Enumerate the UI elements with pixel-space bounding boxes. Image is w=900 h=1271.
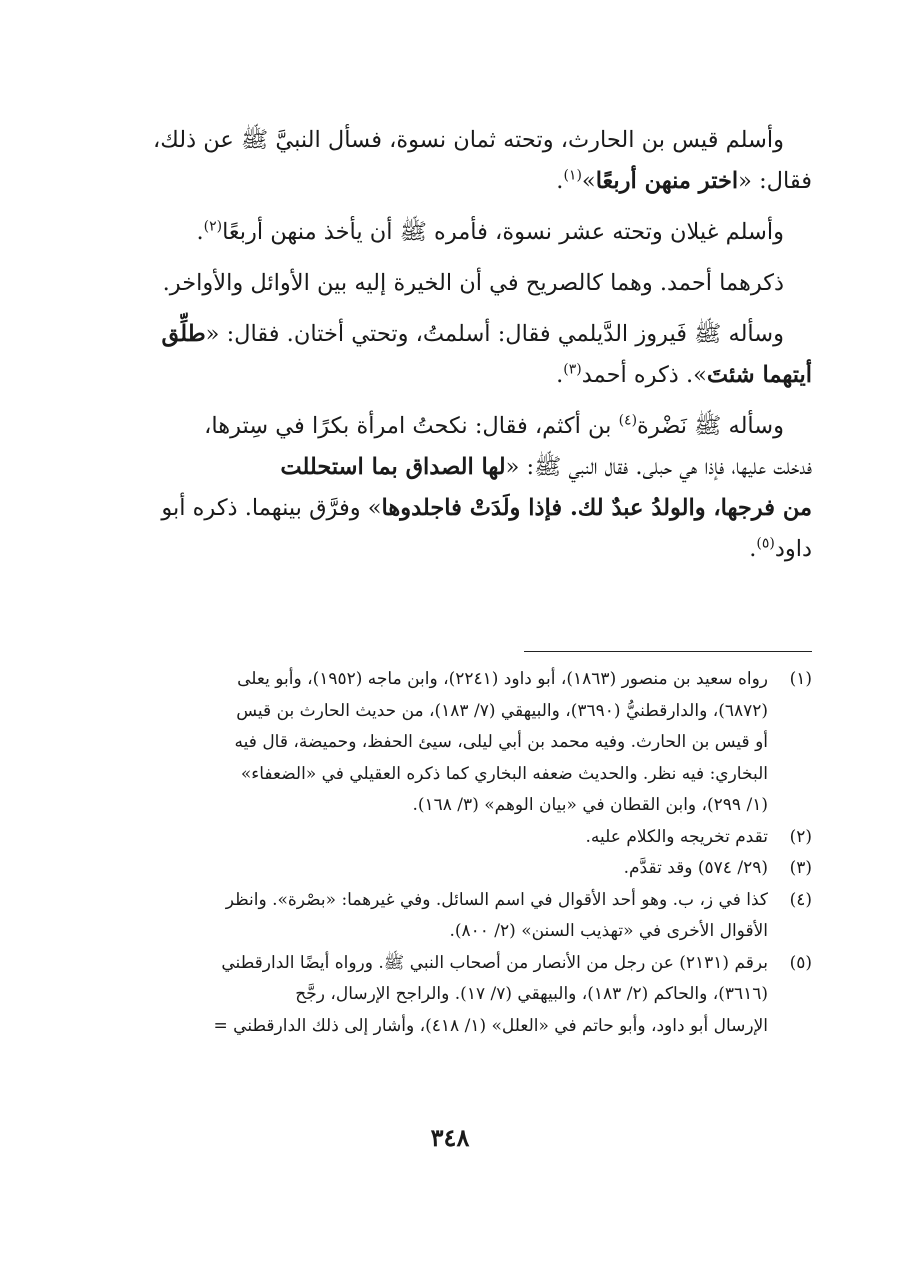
footnote-line: (٢٩/ ٥٧٤) وقد تقدَّم.: [623, 858, 768, 878]
paragraph-5-line-3: [90, 488, 812, 529]
footnote-line: (٣٦١٦)، والحاكم (٢/ ١٨٣)، والبيهقي (٧/ ١٧). والراجح الإرسال، رجَّح: [295, 984, 768, 1004]
footnote-number: (٢): [789, 826, 812, 847]
footnote-4: [90, 885, 812, 948]
paragraph-4: [90, 314, 812, 396]
footnote-5: [90, 948, 812, 1043]
text-run: »: [581, 168, 596, 194]
footnote-3: [90, 853, 812, 885]
hadith-quote: من فرجها، والولدُ عبدٌ لك. فإذا ولَدَتْ فاجلدوها: [381, 495, 812, 521]
footnote-line: رواه سعيد بن منصور (١٨٦٣)، أبو داود (٢٢٤١)، وابن ماجه (١٩٥٢)، وأبو يعلى: [237, 669, 768, 689]
text-run: فقال: «: [738, 168, 812, 194]
paragraph-3-line: [90, 263, 812, 304]
footnote-line: أو قيس بن الحارث. وفيه محمد بن أبي ليلى، سيئ الحفظ، وحميضة، قال فيه: [234, 732, 768, 752]
footnote-ref-4[interactable]: (٤): [618, 412, 638, 429]
text-run: وأسلم غيلان وتحته عشر نسوة، فأمره ﷺ أن يأخذ منهن أربعًا: [222, 219, 784, 245]
footnote-number: (١): [789, 669, 812, 689]
text-run: ». ذكره أحمد: [581, 362, 707, 388]
text-run: وأسلم قيس بن الحارث، وتحته ثمان نسوة، فسأل النبيَّ ﷺ عن ذلك،: [153, 127, 784, 153]
text-run: بن أكثم، فقال: نكحتُ امرأة بكرًا في سِترها،: [204, 413, 619, 439]
paragraph-1: [90, 120, 812, 202]
page-number: ٣٤٨: [430, 1123, 470, 1152]
paragraph-1-line-1: [90, 120, 812, 161]
paragraph-3: [90, 263, 812, 304]
hadith-quote: لها الصداق بما استحللت: [280, 454, 506, 480]
footnote-ref-2[interactable]: (٢): [203, 218, 223, 235]
text-run: فدخلت عليها، فإذا هي حبلى. فقال النبي ﷺ: «: [505, 454, 812, 480]
hadith-quote: طلِّق: [161, 321, 206, 347]
footnote-line: الإرسال أبو داود، وأبو حاتم في «العلل» (١/ ٤١٨)، وأشار إلى ذلك الدارقطني =: [213, 1015, 768, 1036]
paragraph-5-line-4: [90, 529, 812, 570]
footnote-2: [90, 822, 812, 854]
footnote-number: (٥): [789, 952, 812, 973]
paragraph-5-line-2: [90, 447, 812, 488]
text-run: وسأله ﷺ فَيروز الدَّيلمي فقال: أسلمتُ، وتحتي أختان. فقال: «: [205, 321, 784, 347]
text-run: .: [556, 362, 564, 388]
main-text: [90, 120, 812, 580]
footnote-line: برقم (٢١٣١) عن رجل من الأنصار من أصحاب النبي ﷺ. ورواه أيضًا الدارقطني: [221, 952, 768, 973]
footnote-line: (٦٨٧٢)، والدارقطنيُّ (٣٦٩٠)، والبيهقي (٧/ ١٨٣)، من حديث الحارث بن قيس: [236, 700, 768, 721]
footnote-line: تقدم تخريجه والكلام عليه.: [585, 826, 768, 847]
hadith-quote: أيتهما شئتَ: [706, 362, 812, 388]
text-run: .: [196, 219, 204, 245]
text-run: ذكرهما أحمد. وهما كالصريح في أن الخيرة إليه بين الأوائل والأواخر.: [162, 270, 784, 296]
footnote-separator: [524, 651, 812, 652]
footnote-line: كذا في ز، ب. وهو أحد الأقوال في اسم السائل. وفي غيرهما: «بصْرة». وانظر: [225, 889, 768, 910]
footnotes: [90, 664, 812, 1042]
footnote-ref-1[interactable]: (١): [563, 167, 582, 184]
paragraph-4-line-2: [90, 355, 812, 396]
paragraph-5-line-1: [90, 406, 812, 447]
footnote-number: (٣): [789, 858, 812, 878]
paragraph-1-line-2: [90, 161, 812, 202]
footnote-line: البخاري: فيه نظر. والحديث ضعفه البخاري كما ذكره العقيلي في «الضعفاء»: [240, 763, 768, 784]
paragraph-2: [90, 212, 812, 253]
footnote-line: الأقوال الأخرى في «تهذيب السنن» (٢/ ٨٠٠).: [449, 921, 768, 941]
paragraph-4-line-1: [90, 314, 812, 355]
footnote-1: [90, 664, 812, 822]
footnote-line: (١/ ٢٩٩)، وابن القطان في «بيان الوهم» (٣/ ١٦٨).: [412, 795, 768, 815]
paragraph-2-line: [90, 212, 812, 253]
text-run: داود: [774, 536, 812, 562]
paragraph-5: [90, 406, 812, 570]
footnote-ref-5[interactable]: (٥): [756, 535, 775, 552]
text-run: » وفرَّق بينهما. ذكره أبو: [161, 495, 382, 521]
text-run: .: [749, 536, 757, 562]
text-run: .: [556, 168, 564, 194]
footnote-ref-3[interactable]: (٣): [563, 361, 582, 378]
hadith-quote: اختر منهن أربعًا: [595, 168, 739, 194]
text-run: وسأله ﷺ نَضْرة: [637, 413, 784, 439]
footnote-number: (٤): [789, 889, 812, 910]
